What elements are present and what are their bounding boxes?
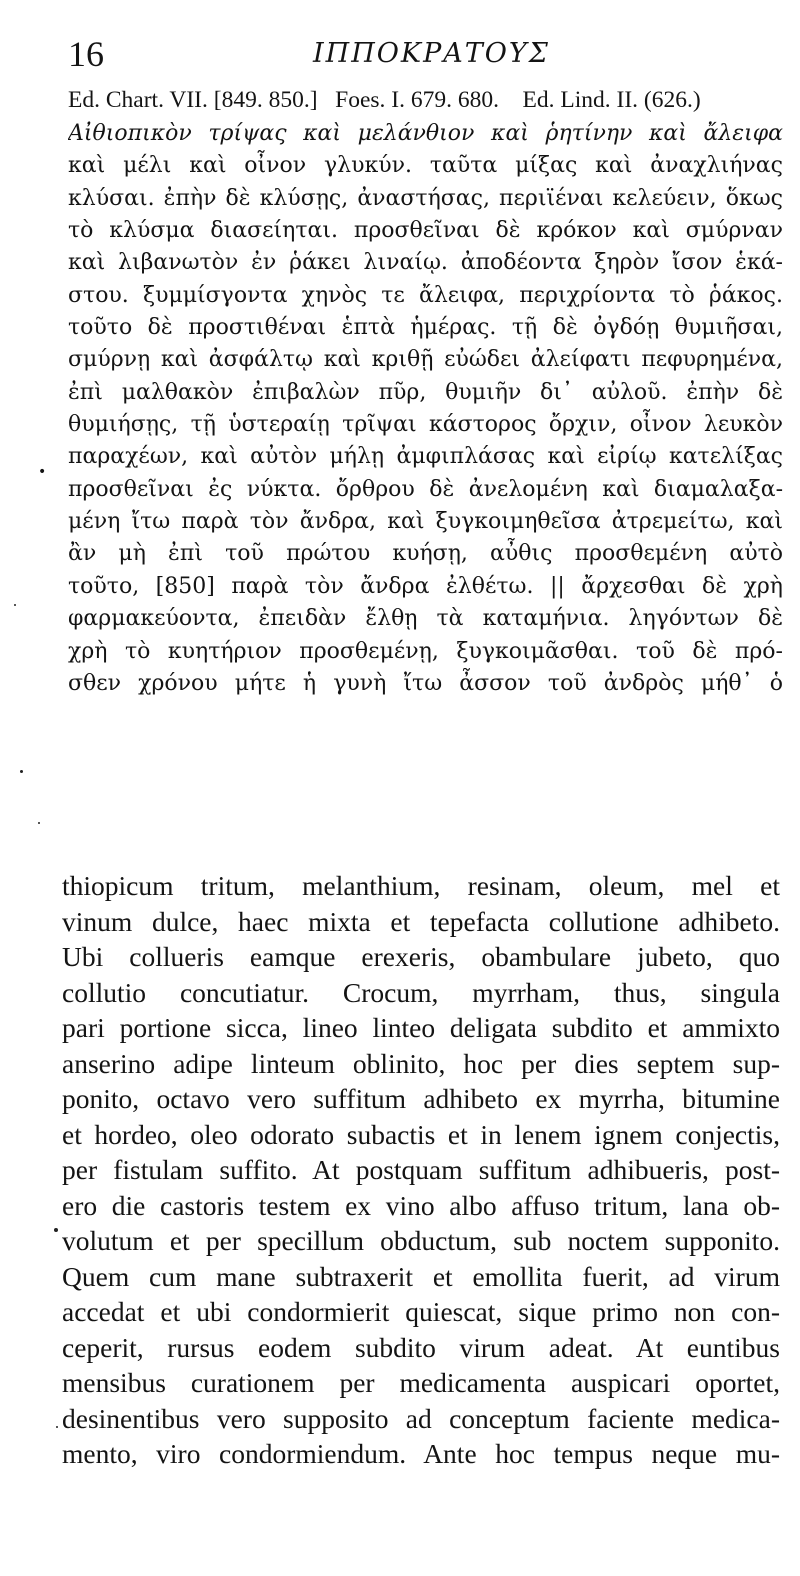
latin-line: per fistulam suffito. At postquam suffitum adhibueris, post-	[62, 1154, 780, 1185]
running-title: ΙΠΠΟΚΡΑΤΟΥΣ	[313, 38, 550, 69]
greek-line: τοῦτο, [850] παρὰ τὸν ἄνδρα ἐλθέτω. || ἄρχεσθαι δὲ χρὴ	[68, 573, 783, 599]
greek-line: ἂν μὴ ἐπὶ τοῦ πρώτου κυήσῃ, αὖθις προσθεμένη αὐτὸ	[68, 541, 783, 567]
latin-line: Ubi collueris eamque erexeris, obambulare jubeto, quo	[62, 941, 780, 972]
greek-text-block	[68, 118, 783, 700]
greek-line: σθεν χρόνου μήτε ἡ γυνὴ ἴτω ἆσσον τοῦ ἀνδρὸς μήθ᾽ ὁ	[68, 670, 783, 696]
scan-speck	[38, 822, 40, 824]
latin-line: anserino adipe linteum oblinito, hoc per dies septem sup-	[62, 1047, 780, 1079]
latin-line: Quem cum mane subtraxerit et emollita fuerit, ad virum	[62, 1260, 780, 1292]
greek-line: φαρμακεύοντα, ἐπειδὰν ἔλθῃ τὰ καταμήνια. ληγόντων δὲ	[68, 606, 783, 632]
greek-line: στου. ξυμμίσγοντα χηνὸς τε ἄλειφα, περιχρίοντα τὸ ῥάκος.	[68, 282, 783, 308]
greek-line: κλύσαι. ἐπὴν δὲ κλύσῃς, ἀναστήσας, περιϊέναι κελεύειν, ὅκως	[68, 185, 783, 211]
greek-line: προσθεῖναι ἐς νύκτα. ὄρθρου δὲ ἀνελομένη καὶ διαμαλαξα-	[68, 476, 783, 502]
greek-line: Αἰθιοπικὸν τρίψας καὶ μελάνθιον καὶ ῥητίνην καὶ ἄλειφα	[68, 121, 783, 146]
latin-line: ero die castoris testem ex vino albo affuso tritum, lana ob-	[62, 1189, 780, 1221]
greek-line: χρὴ τὸ κυητήριον προσθεμένῃ, ξυγκοιμᾶσθαι. τοῦ δὲ πρό-	[68, 638, 783, 664]
latin-line: ponito, octavo vero suffitum adhibeto ex myrrha, bitumine	[62, 1083, 780, 1114]
latin-line: mento, viro condormiendum. Ante hoc tempus neque mu-	[62, 1438, 780, 1469]
edition-reference-line: Ed. Chart. VII. [849. 850.] Foes. I. 679. 680. Ed. Lind. II. (626.)	[68, 87, 701, 113]
greek-line: καὶ μέλι καὶ οἶνον γλυκύν. ταῦτα μίξας καὶ ἀναχλιήνας	[68, 153, 783, 179]
latin-line: et hordeo, oleo odorato subactis et in lenem ignem conjectis,	[62, 1118, 780, 1150]
greek-line: θυμιήσῃς, τῇ ὑστεραίῃ τρῖψαι κάστορος ὄρχιν, οἶνον λευκὸν	[68, 412, 783, 438]
latin-line: collutio concutiatur. Crocum, myrrham, thus, singula	[62, 976, 780, 1008]
latin-line: volutum et per specillum obductum, sub noctem supponito.	[62, 1225, 780, 1256]
latin-line: thiopicum tritum, melanthium, resinam, oleum, mel et	[62, 870, 780, 901]
latin-line: pari portione sicca, lineo linteo deligata subdito et ammixto	[62, 1012, 780, 1043]
latin-line: desinentibus vero supposito ad conceptum faciente medica-	[62, 1402, 780, 1434]
greek-line: παραχέων, καὶ αὐτὸν μήλῃ ἀμφιπλάσας καὶ εἰρίῳ κατελίξας	[68, 444, 783, 470]
greek-line: ἐπὶ μαλθακὸν ἐπιβαλὼν πῦρ, θυμιῆν δι᾽ αὐλοῦ. ἐπὴν δὲ	[68, 379, 783, 405]
margin-mark: •	[38, 464, 47, 480]
latin-text-block	[62, 868, 780, 1472]
latin-line: mensibus curationem per medicamenta auspicari oportet,	[62, 1367, 780, 1398]
page-header	[68, 32, 780, 76]
greek-line: μένη ἴτω παρὰ τὸν ἄνδρα, καὶ ξυγκοιμηθεῖσα ἀτρεμείτω, καὶ	[68, 509, 783, 535]
scan-speck	[56, 1426, 58, 1428]
latin-line: vinum dulce, haec mixta et tepefacta collutione adhibeto.	[62, 905, 780, 937]
page-number: 16	[68, 34, 104, 74]
scan-speck	[20, 770, 23, 773]
latin-line: accedat et ubi condormierit quiescat, sique primo non con-	[62, 1296, 780, 1327]
latin-line: ceperit, rursus eodem subdito virum adeat. At euntibus	[62, 1331, 780, 1363]
greek-line: σμύρνῃ καὶ ἀσφάλτῳ καὶ κριθῇ εὐώδει ἀλείφατι πεφυρημένα,	[68, 347, 783, 373]
scan-speck	[54, 1228, 58, 1232]
greek-line: τὸ κλύσμα διασείηται. προσθεῖναι δὲ κρόκον καὶ σμύρναν	[68, 218, 783, 244]
greek-line: καὶ λιβανωτὸν ἐν ῥάκει λιναίῳ. ἀποδέοντα ξηρὸν ἴσον ἑκά-	[68, 250, 783, 276]
greek-line: τοῦτο δὲ προστιθέναι ἑπτὰ ἡμέρας. τῇ δὲ ὀγδόῃ θυμιῆσαι,	[68, 315, 783, 341]
scan-speck	[14, 604, 16, 606]
